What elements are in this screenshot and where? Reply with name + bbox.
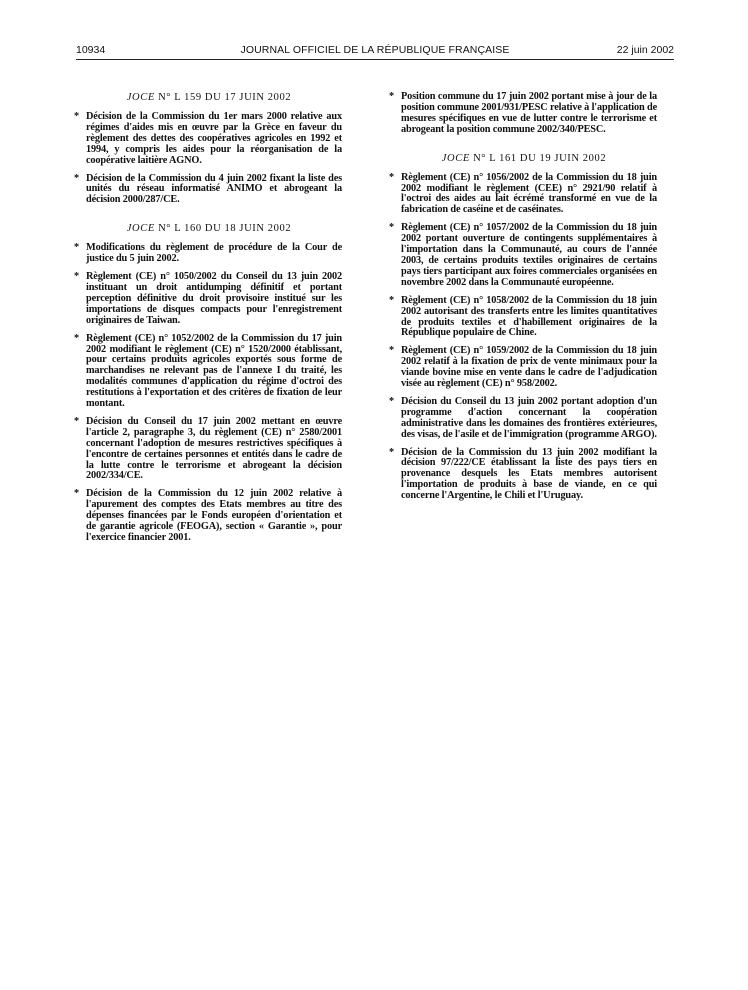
bullet-star-icon: * [389,395,394,407]
item-text: Décision de la Commission du 12 juin 2002 relative à l'apurement des comptes des Etats membres au titre des dépenses financées par le Fonds européen d'orientation et de garantie agricole (FEOGA), section « Garantie », pour l'exercice financier 2001. [86,488,342,543]
bullet-star-icon: * [389,345,394,357]
bullet-star-icon: * [74,415,79,427]
bullet-star-icon: * [74,172,79,184]
item-text: Règlement (CE) n° 1056/2002 de la Commission du 18 juin 2002 modifiant le règlement (CEE) n° 2921/90 relatif à l'octroi des aides au lait écrémé transformé en vue de la fabrication de caséine et de caséinates. [401,171,657,216]
section-heading [391,153,657,164]
item-text: Règlement (CE) n° 1050/2002 du Conseil du 13 juin 2002 instituant un droit antidumping définitif et portant perception définitive du droit provisoire institué sur les importations de disques compacts pour l'enregistrement originaires de Taiwan. [86,271,342,326]
list-item [76,272,342,327]
section-heading [76,92,342,103]
page-header [76,44,674,60]
left-column [76,92,342,551]
item-text: Règlement (CE) n° 1058/2002 de la Commission du 18 juin 2002 autorisant des transferts entre les limites quantitatives de produits textiles et d'habillement originaires de la République populaire de Chine. [401,294,657,339]
list-item [391,92,657,136]
item-text: Décision de la Commission du 1er mars 2000 relative aux régimes d'aides mis en œuvre par la Grèce en faveur du règlement des dettes des coopératives agricoles en 1992 et 1994, y compris les aides pour la réorganisation de la coopérative laitière AGNO. [86,111,342,166]
list-item [391,448,657,503]
list-item [391,346,657,390]
bullet-star-icon: * [74,332,79,344]
list-item [391,223,657,288]
bullet-star-icon: * [389,91,394,102]
item-text: Décision de la Commission du 4 juin 2002 fixant la liste des unités du réseau informatisé ANIMO et abrogeant la décision 2000/287/CE. [86,172,342,206]
list-item [76,112,342,167]
bullet-star-icon: * [389,222,394,234]
header-rule [76,59,674,60]
section-heading-text: N° L 160 DU 18 JUIN 2002 [158,223,292,235]
item-text: Règlement (CE) n° 1052/2002 de la Commission du 17 juin 2002 modifiant le règlement (CE) n° 1520/2000 établissant, pour certains produits agricoles exportés sous forme de marchandises ne relevant pas de l'annexe I du traité, les modalités communes d'application du régime d'octroi des restitutions à l'exportation et des critères de fixation de leur montant. [86,332,342,410]
item-text: Décision du Conseil du 13 juin 2002 portant adoption d'un programme d'action concernant la coopération administrative dans les domaines des frontières extérieures, des visas, de l'asile et de l'immigration (programme ARGO). [401,395,657,440]
list-item [391,173,657,217]
list-item [76,334,342,410]
item-text: Position commune du 17 juin 2002 portant mise à jour de la position commune 2001/931/PESC relative à l'application de mesures spécifiques en vue de lutter contre le terrorisme et abrogeant la position commune 2002/340/PESC. [401,91,657,135]
section-heading [76,223,342,234]
joce-label: JOCE [126,223,155,235]
item-text: Décision de la Commission du 13 juin 2002 modifiant la décision 97/222/CE établissant la liste des pays tiers en provenance desquels les Etats membres autorisent l'importation de produits à base de viande, en ce qui concerne l'Argentine, le Chili et l'Uruguay. [401,446,657,502]
item-text: Règlement (CE) n° 1059/2002 de la Commission du 18 juin 2002 relatif à la fixation de prix de vente minimaux pour la viande bovine mise en vente dans le cadre de l'adjudication visée au règlement (CE) n° 958/2002. [401,345,657,390]
list-item [391,397,657,441]
item-text: Modifications du règlement de procédure de la Cour de justice du 5 juin 2002. [86,242,342,265]
journal-title: JOURNAL OFFICIEL DE LA RÉPUBLIQUE FRANÇAISE [240,44,510,56]
bullet-star-icon: * [74,111,79,122]
page-number: 10934 [76,44,106,56]
list-item [76,489,342,544]
right-column [391,92,657,509]
bullet-star-icon: * [74,488,79,500]
item-text: Règlement (CE) n° 1057/2002 de la Commission du 18 juin 2002 portant ouverture de contingents supplémentaires à l'importation dans la Communauté, au cours de l'année 2003, de certains produits textiles originaires de certains pays tiers participant aux foires commerciales organisées en novembre 2002 dans la Communauté européenne. [401,222,657,288]
item-text: Décision du Conseil du 17 juin 2002 mettant en œuvre l'article 2, paragraphe 3, du règlement (CE) n° 2580/2001 concernant l'adoption de mesures restrictives spécifiques à l'encontre de certaines personnes et entités dans le cadre de la lutte contre le terrorisme et abrogeant la décision 2002/334/CE. [86,415,342,482]
bullet-star-icon: * [389,171,394,183]
issue-date: 22 juin 2002 [616,44,674,56]
bullet-star-icon: * [389,446,394,458]
bullet-star-icon: * [74,271,79,283]
joce-label: JOCE [441,152,470,164]
bullet-star-icon: * [74,242,79,254]
bullet-star-icon: * [389,294,394,306]
joce-label: JOCE [126,92,155,103]
section-heading-text: N° L 161 DU 19 JUIN 2002 [473,152,607,164]
list-item [76,417,342,482]
list-item [76,243,342,265]
section-heading-text: N° L 159 DU 17 JUIN 2002 [158,92,292,103]
list-item [76,174,342,207]
list-item [391,296,657,340]
